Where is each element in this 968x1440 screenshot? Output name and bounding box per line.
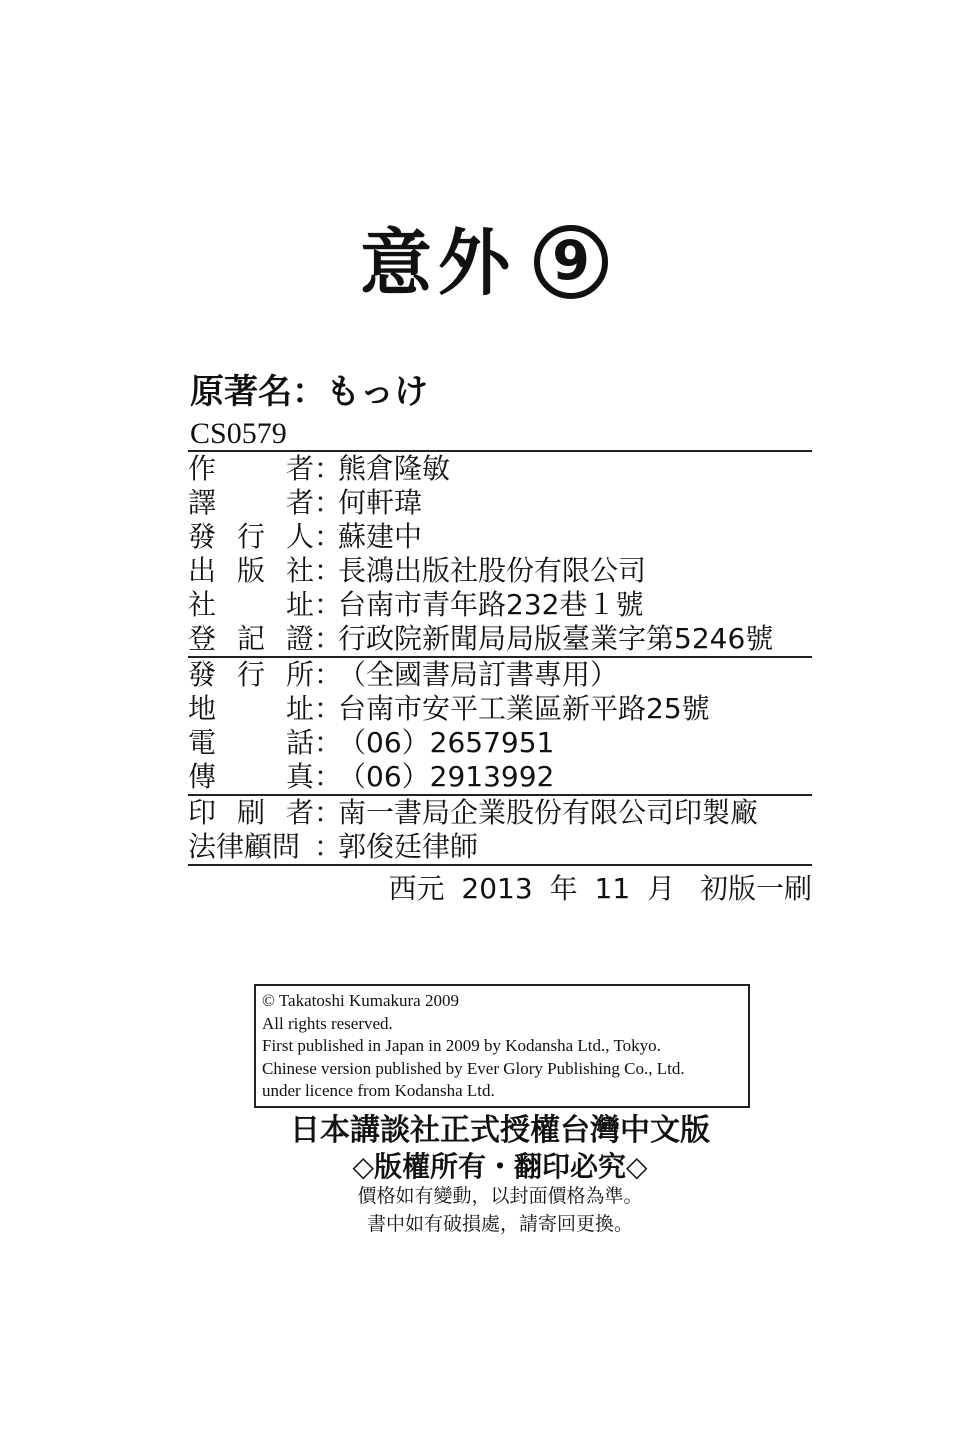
label-char: 址 bbox=[285, 692, 314, 725]
row-label bbox=[188, 588, 314, 622]
copyright-line: First published in Japan in 2009 by Kodansha Ltd., Tokyo. bbox=[262, 1036, 661, 1055]
label-char: 行 bbox=[236, 658, 265, 691]
volume-number: 9 bbox=[534, 225, 608, 299]
colophon-row bbox=[188, 658, 812, 692]
colophon-row bbox=[188, 520, 812, 554]
colophon-row bbox=[188, 554, 812, 588]
label-char: 法律顧問 bbox=[188, 830, 301, 863]
copyright-line: All rights reserved. bbox=[262, 1013, 393, 1033]
row-label bbox=[188, 452, 314, 486]
price-note: 價格如有變動，以封面價格為準。 bbox=[357, 1185, 643, 1207]
row-value: 南一書局企業股份有限公司印製廠 bbox=[338, 796, 759, 829]
label-char: 社 bbox=[285, 554, 314, 587]
label-char: 傳 bbox=[188, 760, 217, 793]
row-value: （06）2657951 bbox=[338, 726, 555, 759]
label-char: 登 bbox=[188, 622, 217, 655]
row-value: （全國書局訂書專用） bbox=[338, 658, 619, 691]
row-value: 蘇建中 bbox=[338, 520, 423, 553]
row-label bbox=[188, 520, 314, 554]
rights-statement: ◇版權所有・翻印必究◇ bbox=[352, 1150, 648, 1183]
label-char: 所 bbox=[285, 658, 314, 691]
label-char: 址 bbox=[285, 588, 314, 621]
colophon-row bbox=[188, 760, 812, 794]
authorization-statement: 日本講談社正式授權台灣中文版 bbox=[290, 1113, 710, 1148]
row-label bbox=[188, 554, 314, 588]
divider-line bbox=[188, 864, 812, 866]
colophon-row bbox=[188, 726, 812, 760]
row-colon: ： bbox=[314, 588, 343, 621]
date-year: 2013 bbox=[461, 872, 533, 905]
colophon-row bbox=[188, 692, 812, 726]
row-colon: ： bbox=[314, 692, 343, 725]
title-text: 意外 bbox=[359, 221, 516, 305]
row-label bbox=[188, 622, 314, 656]
row-colon: ： bbox=[314, 760, 343, 793]
row-value: 郭俊廷律師 bbox=[338, 830, 479, 863]
row-value: 台南市青年路232巷１號 bbox=[338, 588, 644, 621]
row-label bbox=[188, 760, 314, 794]
date-edition: 初版一刷 bbox=[699, 872, 812, 905]
label-char: 刷 bbox=[236, 796, 265, 829]
row-label bbox=[188, 692, 314, 726]
row-colon: ： bbox=[314, 486, 343, 519]
label-char: 者 bbox=[285, 486, 314, 519]
label-char: 地 bbox=[188, 692, 217, 725]
date-month-unit: 月 bbox=[647, 872, 676, 905]
damage-note: 書中如有破損處，請寄回更換。 bbox=[366, 1213, 633, 1235]
row-label bbox=[188, 486, 314, 520]
label-char: 記 bbox=[236, 622, 265, 655]
copyright-line: Chinese version published by Ever Glory Publishing Co., Ltd. bbox=[262, 1058, 685, 1078]
label-char: 發 bbox=[188, 658, 217, 691]
label-char: 行 bbox=[236, 520, 265, 553]
colophon-row bbox=[188, 588, 812, 622]
row-value: 行政院新聞局局版臺業字第5246號 bbox=[338, 622, 774, 655]
label-char: 真 bbox=[285, 760, 314, 793]
row-colon: ： bbox=[314, 658, 343, 691]
label-char: 譯 bbox=[188, 486, 217, 519]
original-title: 原著名：もっけ bbox=[190, 372, 428, 412]
row-value: （06）2913992 bbox=[338, 760, 555, 793]
label-char: 版 bbox=[236, 554, 265, 587]
date-month: 11 bbox=[594, 872, 631, 905]
row-label bbox=[188, 658, 314, 692]
copyright-box bbox=[254, 984, 750, 1108]
date-era: 西元 bbox=[388, 872, 445, 905]
row-label bbox=[188, 726, 314, 760]
copyright-line: under licence from Kodansha Ltd. bbox=[262, 1081, 495, 1100]
label-char: 證 bbox=[285, 622, 314, 655]
label-char: 作 bbox=[188, 452, 217, 485]
row-colon: ： bbox=[314, 726, 343, 759]
row-value: 熊倉隆敏 bbox=[338, 452, 451, 485]
label-char: 出 bbox=[188, 554, 217, 587]
row-value: 長鴻出版社股份有限公司 bbox=[338, 554, 647, 587]
colophon-row bbox=[188, 622, 812, 656]
product-code: CS0579 bbox=[190, 417, 287, 450]
label-char: 者 bbox=[285, 796, 314, 829]
copyright-line: © Takatoshi Kumakura 2009 bbox=[262, 991, 459, 1010]
edition-date bbox=[381, 872, 813, 906]
row-label bbox=[188, 796, 314, 830]
label-char: 話 bbox=[285, 726, 314, 759]
label-char: 發 bbox=[188, 520, 217, 553]
row-colon: ： bbox=[314, 796, 343, 829]
colophon-row bbox=[188, 452, 812, 486]
date-year-unit: 年 bbox=[549, 872, 578, 905]
label-char: 電 bbox=[188, 726, 217, 759]
colophon-row bbox=[188, 486, 812, 520]
row-colon: ： bbox=[314, 452, 343, 485]
row-colon: ： bbox=[314, 622, 343, 655]
row-value: 何軒瑋 bbox=[338, 486, 423, 519]
label-char: 人 bbox=[285, 520, 314, 553]
label-char: 者 bbox=[285, 452, 314, 485]
label-char: 社 bbox=[188, 588, 217, 621]
colophon-table bbox=[188, 450, 812, 866]
book-title bbox=[0, 218, 968, 308]
colophon-row bbox=[188, 830, 812, 864]
label-char: 印 bbox=[188, 796, 217, 829]
colophon-row bbox=[188, 796, 812, 830]
row-colon: ： bbox=[314, 554, 343, 587]
row-colon: ： bbox=[314, 520, 343, 553]
row-colon: ： bbox=[314, 830, 343, 863]
row-label bbox=[188, 830, 314, 864]
row-value: 台南市安平工業區新平路25號 bbox=[338, 692, 710, 725]
